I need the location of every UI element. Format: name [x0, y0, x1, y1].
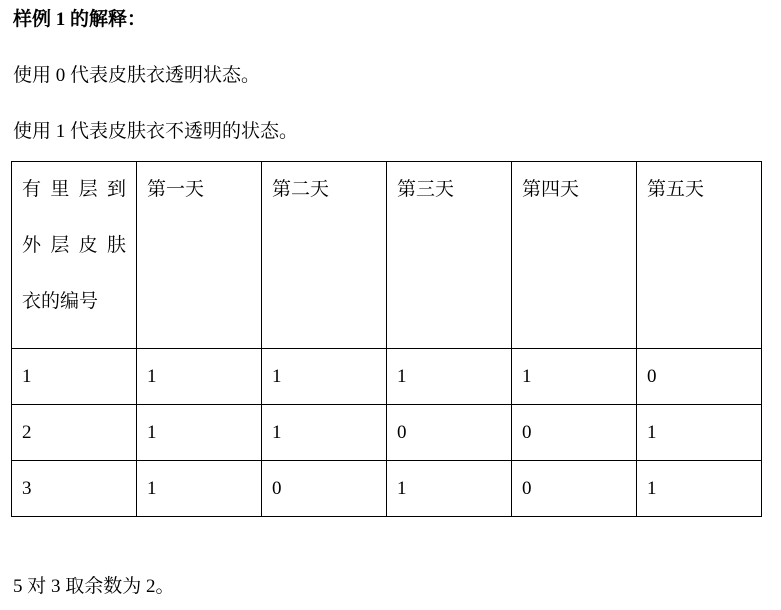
skin-state-table	[11, 161, 762, 517]
column-header-day-4: 第四天	[512, 162, 637, 349]
row-header-line: 有里层到	[22, 179, 126, 200]
table-cell: 1	[637, 405, 762, 461]
table-cell: 1	[387, 349, 512, 405]
table-row	[12, 461, 762, 517]
table-row	[12, 405, 762, 461]
table-cell: 0	[512, 405, 637, 461]
table-cell: 1	[262, 405, 387, 461]
table-cell: 1	[12, 349, 137, 405]
table-header-row	[12, 162, 762, 349]
table-cell: 1	[387, 461, 512, 517]
table-cell: 3	[12, 461, 137, 517]
table-cell: 1	[512, 349, 637, 405]
column-header-day-3: 第三天	[387, 162, 512, 349]
table-cell: 1	[137, 461, 262, 517]
table-row	[12, 349, 762, 405]
table-cell: 1	[262, 349, 387, 405]
table-cell: 1	[637, 461, 762, 517]
paragraph-remainder: 5 对 3 取余数为 2。	[13, 576, 175, 597]
table-cell: 2	[12, 405, 137, 461]
table-cell: 0	[262, 461, 387, 517]
explanation-heading: 样例 1 的解释：	[13, 9, 147, 30]
paragraph-transparent: 使用 0 代表皮肤衣透明状态。	[13, 65, 261, 86]
table-cell: 1	[137, 405, 262, 461]
paragraph-opaque: 使用 1 代表皮肤衣不透明的状态。	[13, 121, 299, 142]
row-header-cell	[12, 162, 137, 349]
column-header-day-5: 第五天	[637, 162, 762, 349]
table-cell: 0	[637, 349, 762, 405]
column-header-day-1: 第一天	[137, 162, 262, 349]
table-cell: 0	[387, 405, 512, 461]
table-cell: 1	[137, 349, 262, 405]
row-header-line: 外层皮肤	[22, 235, 126, 256]
row-header-line: 衣的编号	[22, 291, 99, 312]
column-header-day-2: 第二天	[262, 162, 387, 349]
table-cell: 0	[512, 461, 637, 517]
